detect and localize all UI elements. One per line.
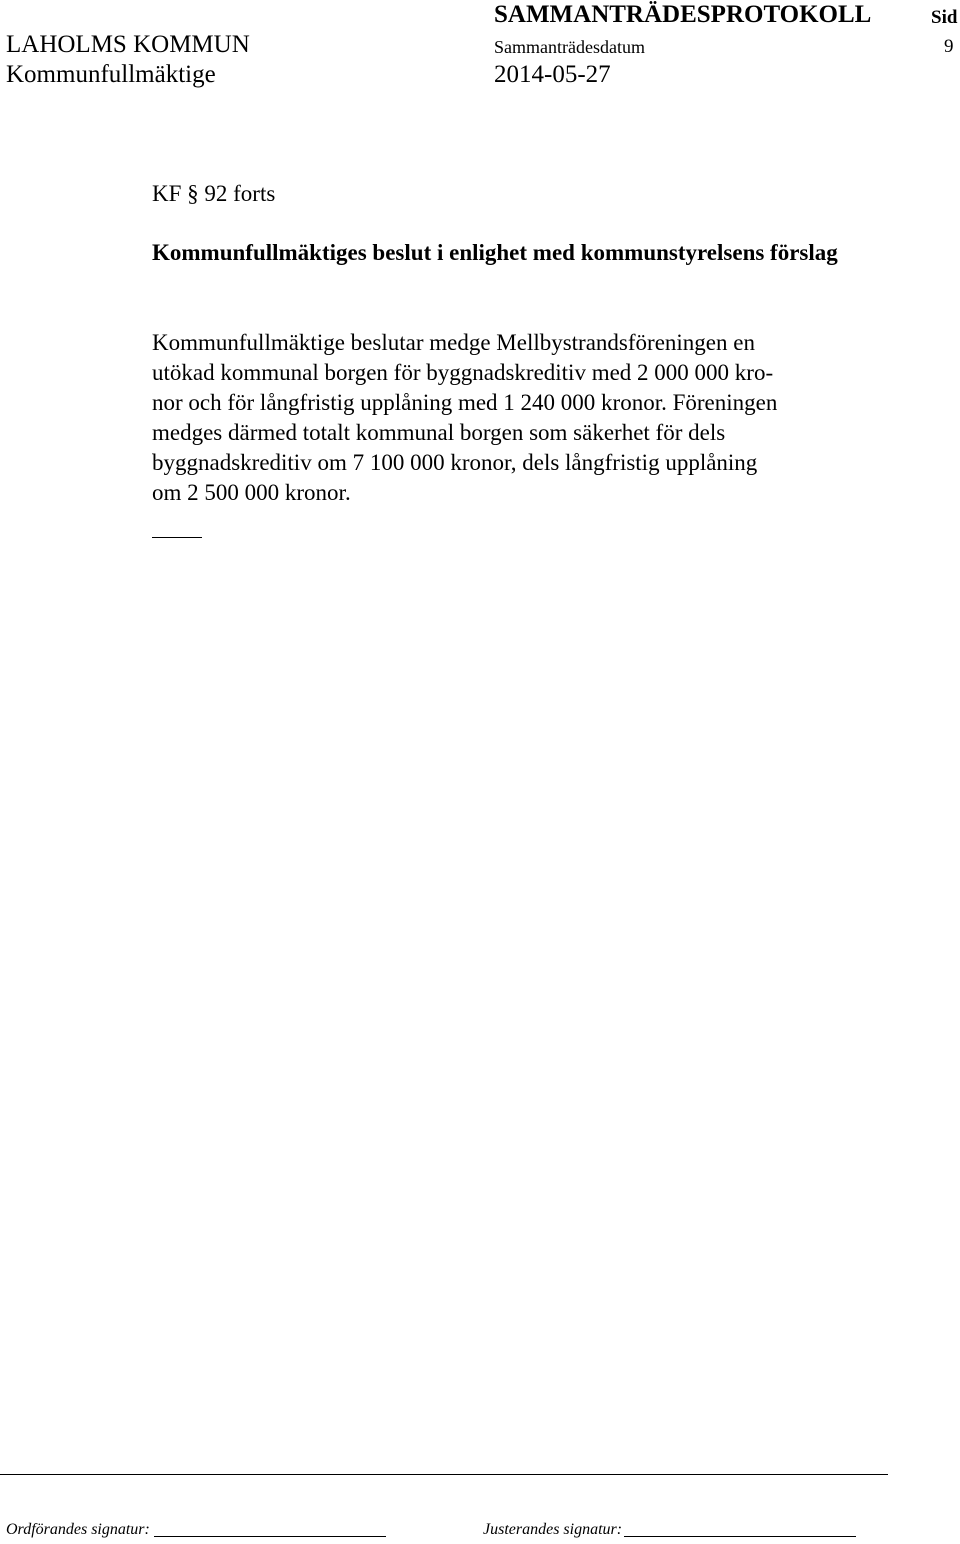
organization-name: LAHOLMS KOMMUN bbox=[6, 31, 250, 58]
chair-signature-label: Ordförandes signatur: bbox=[6, 1521, 150, 1538]
section-reference: KF § 92 forts bbox=[152, 181, 276, 206]
chair-signature-line bbox=[154, 1536, 386, 1537]
decision-paragraph bbox=[152, 328, 777, 508]
paragraph-line: utökad kommunal borgen för byggnadskreditiv med 2 000 000 kro- bbox=[152, 360, 774, 385]
adjuster-signature-line bbox=[624, 1536, 856, 1537]
adjuster-signature-label: Justerandes signatur: bbox=[483, 1521, 623, 1538]
paragraph-line: byggnadskreditiv om 7 100 000 kronor, dels långfristig upplåning bbox=[152, 450, 758, 475]
committee-name: Kommunfullmäktige bbox=[6, 61, 216, 88]
section-end-rule bbox=[152, 537, 202, 538]
page-number: 9 bbox=[944, 36, 954, 57]
footer-divider bbox=[0, 1474, 888, 1475]
decision-heading: Kommunfullmäktiges beslut i enlighet med kommunstyrelsens förslag bbox=[152, 240, 838, 265]
paragraph-line: nor och för långfristig upplåning med 1 240 000 kronor. Föreningen bbox=[152, 390, 778, 415]
meeting-date-value: 2014-05-27 bbox=[494, 61, 611, 88]
meeting-date-label: Sammanträdesdatum bbox=[494, 37, 645, 57]
document-type: SAMMANTRÄDESPROTOKOLL bbox=[494, 1, 872, 28]
page-label: Sid bbox=[931, 7, 958, 28]
paragraph-line: Kommunfullmäktige beslutar medge Mellbystrandsföreningen en bbox=[152, 330, 755, 355]
paragraph-line: medges därmed totalt kommunal borgen som säkerhet för dels bbox=[152, 420, 726, 445]
paragraph-line: om 2 500 000 kronor. bbox=[152, 480, 351, 505]
